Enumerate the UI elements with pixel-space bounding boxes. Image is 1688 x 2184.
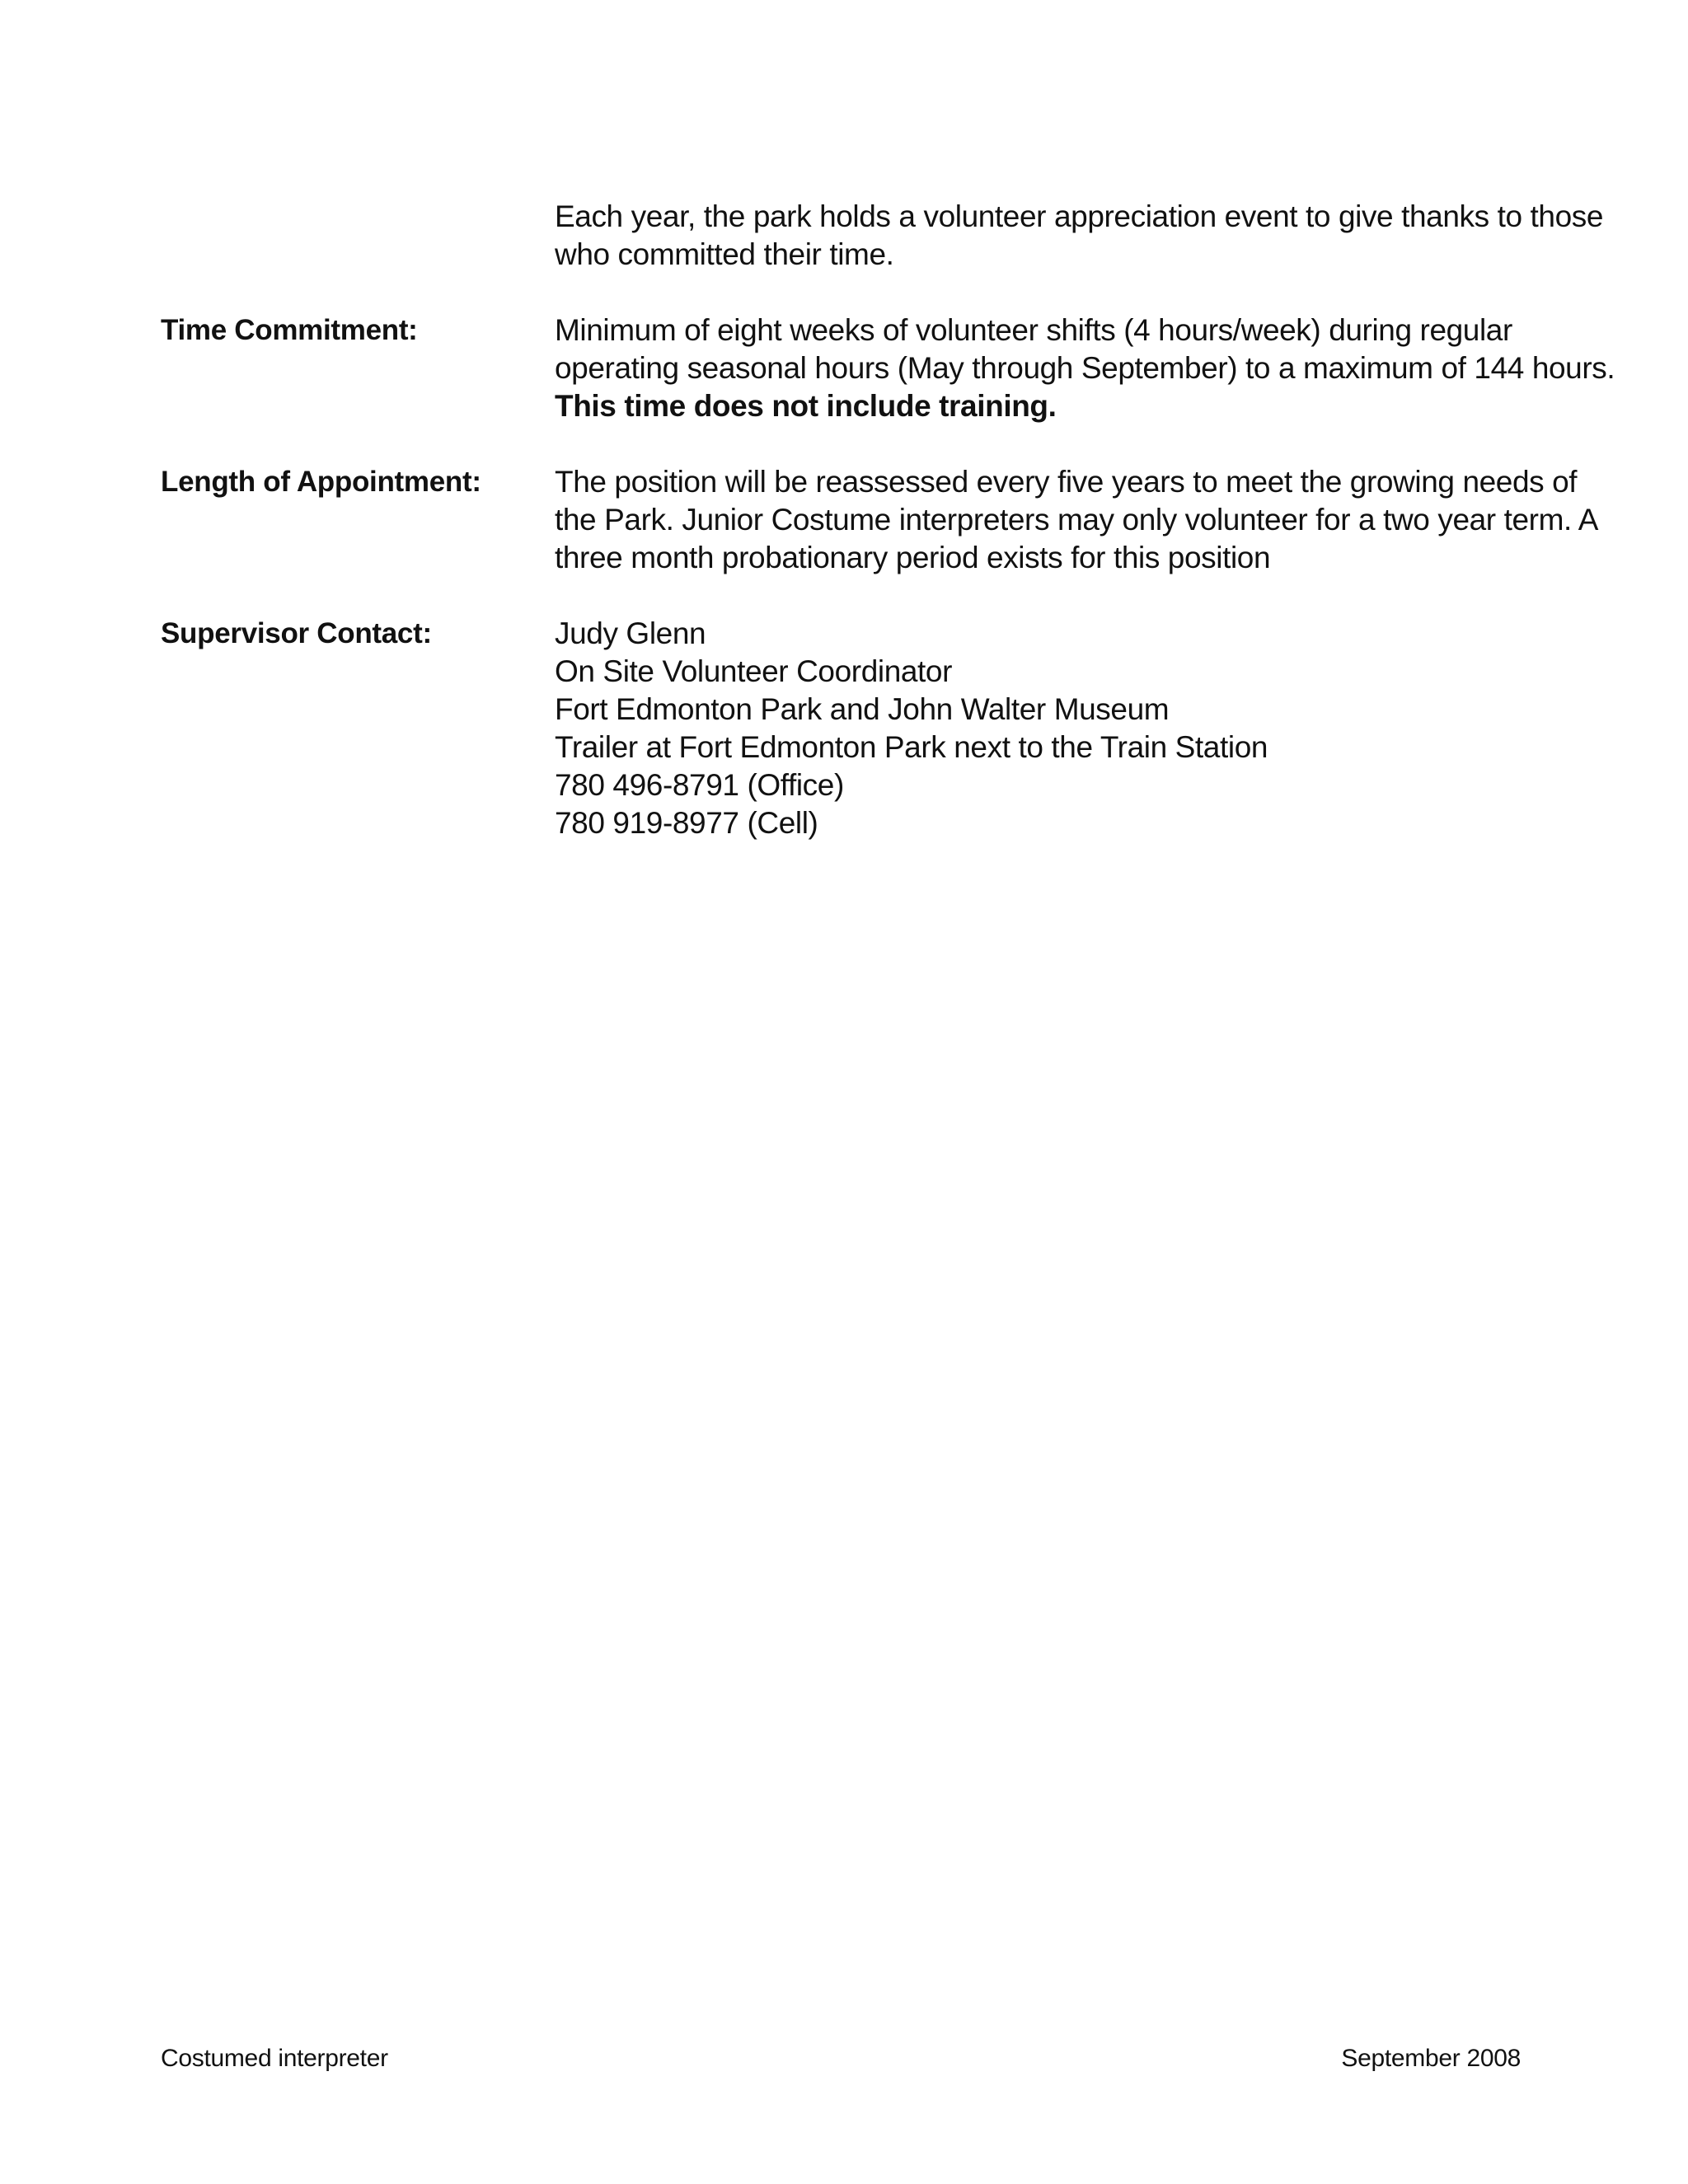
training-note: This time does not include training. bbox=[555, 389, 1057, 423]
supervisor-location: Trailer at Fort Edmonton Park next to the Train Station bbox=[555, 730, 1268, 764]
supervisor-office-phone: 780 496-8791 (Office) bbox=[555, 768, 844, 802]
length-of-appointment-section bbox=[161, 463, 1599, 577]
time-commitment-section bbox=[161, 312, 1615, 425]
section-gap bbox=[161, 577, 1529, 615]
supervisor-cell-phone: 780 919-8977 (Cell) bbox=[555, 806, 818, 840]
intro-paragraph bbox=[555, 198, 1603, 274]
intro-line: who committed their time. bbox=[555, 237, 894, 271]
document-content bbox=[161, 198, 1615, 842]
supervisor-contact-section bbox=[161, 615, 1529, 842]
page-footer bbox=[161, 2042, 1521, 2075]
section-gap bbox=[161, 425, 1529, 463]
supervisor-name: Judy Glenn bbox=[555, 616, 706, 650]
time-commitment-line: Minimum of eight weeks of volunteer shifts (4 hours/week) during regular bbox=[555, 313, 1512, 347]
footer-document-name: Costumed interpreter bbox=[161, 2045, 388, 2072]
supervisor-title: On Site Volunteer Coordinator bbox=[555, 654, 953, 688]
time-commitment-label: Time Commitment: bbox=[161, 314, 418, 346]
intro-line: Each year, the park holds a volunteer appreciation event to give thanks to those bbox=[555, 199, 1604, 233]
supervisor-organization: Fort Edmonton Park and John Walter Museum bbox=[555, 692, 1170, 726]
supervisor-contact-details bbox=[555, 615, 1529, 842]
time-commitment-text bbox=[555, 312, 1615, 425]
length-of-appointment-line: three month probationary period exists for this position bbox=[555, 541, 1271, 574]
length-of-appointment-line: the Park. Junior Costume interpreters may only volunteer for a two year term. A bbox=[555, 503, 1599, 537]
supervisor-contact-label: Supervisor Contact: bbox=[161, 617, 432, 649]
intro-section bbox=[161, 198, 1604, 274]
section-gap bbox=[161, 274, 1529, 312]
length-of-appointment-line: The position will be reassessed every five years to meet the growing needs of bbox=[555, 465, 1578, 499]
length-of-appointment-label: Length of Appointment: bbox=[161, 466, 481, 498]
footer-date: September 2008 bbox=[1341, 2045, 1521, 2072]
length-of-appointment-text bbox=[555, 463, 1598, 577]
time-commitment-line: operating seasonal hours (May through September) to a maximum of 144 hours. bbox=[555, 351, 1615, 385]
